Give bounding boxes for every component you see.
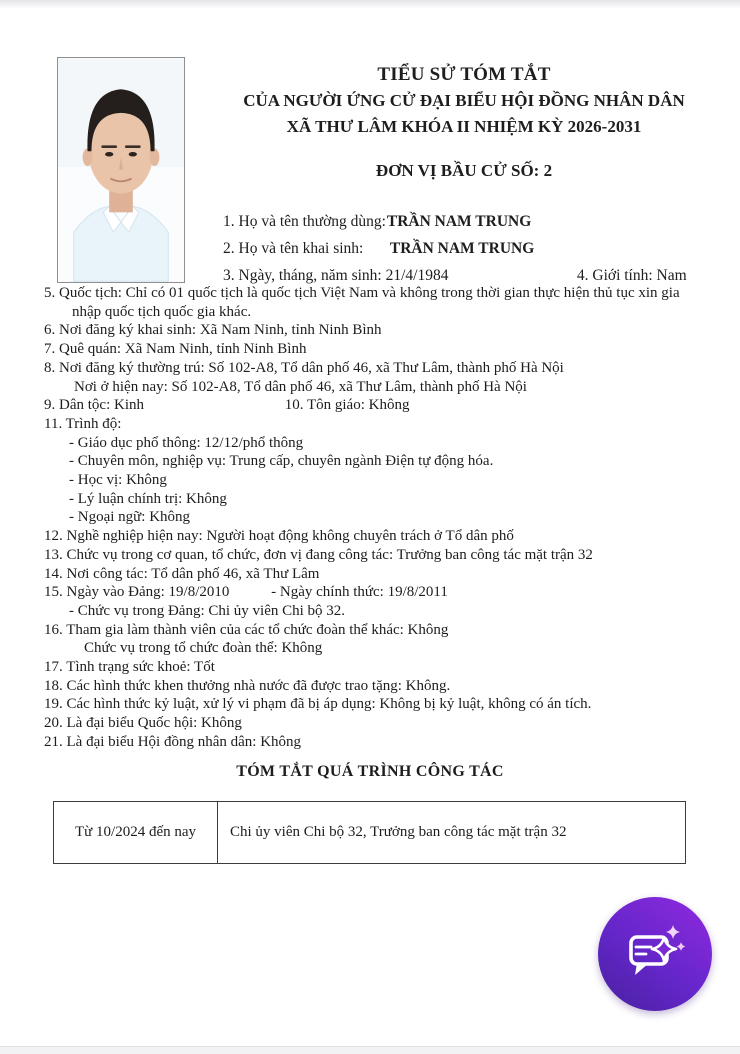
bio-item-21: 21. Là đại biểu Hội đồng nhân dân: Không (44, 733, 302, 750)
work-position-cell: Chi ủy viên Chi bộ 32, Trưởng ban công tác mặt trận 32 (218, 802, 686, 864)
bio-item-14: 14. Nơi công tác: Tổ dân phố 46, xã Thư Lâm (44, 565, 320, 582)
bio-item-5: 5. Quốc tịch: Chỉ có 01 quốc tịch là quốc tịch Việt Nam và không trong thời gian thực hiện thủ tục xin gia nhập quốc tịch quốc gia khác. (44, 285, 680, 320)
bio-item-11-profession: - Chuyên môn, nghiệp vụ: Trung cấp, chuyên ngành Điện tự động hóa. (69, 453, 494, 470)
portrait-illustration (58, 58, 184, 282)
bio-item-8-current: Nơi ở hiện nay: Số 102-A8, Tổ dân phố 46, xã Thư Lâm, thành phố Hà Nội (74, 378, 527, 395)
bio-item-11-language: - Ngoại ngữ: Không (69, 509, 191, 526)
bio-item-18: 18. Các hình thức khen thưởng nhà nước đã được trao tặng: Không. (44, 677, 451, 694)
ai-chat-fab-button[interactable] (598, 897, 712, 1011)
document-subtitle-2: XÃ THƯ LÂM KHÓA II NHIỆM KỲ 2026-2031 (286, 117, 642, 136)
field-dob: 3. Ngày, tháng, năm sinh: 21/4/1984 (223, 267, 449, 284)
bio-item-11-education: - Giáo dục phổ thông: 12/12/phổ thông (69, 434, 304, 451)
field-birth-name-value: TRẦN NAM TRUNG (389, 240, 535, 257)
name-fields (190, 208, 738, 289)
table-row (54, 802, 686, 864)
election-unit: ĐƠN VỊ BẦU CỬ SỐ: 2 (375, 161, 553, 180)
bio-item-10: 10. Tôn giáo: Không (284, 397, 410, 414)
document-title: TIỂU SỬ TÓM TẮT (377, 64, 551, 85)
bio-item-9: 9. Dân tộc: Kinh (44, 397, 144, 414)
bio-item-6: 6. Nơi đăng ký khai sinh: Xã Nam Ninh, tỉnh Ninh Bình (44, 322, 382, 339)
field-gender: 4. Giới tính: Nam (576, 267, 687, 284)
bio-item-16: 16. Tham gia làm thành viên của các tổ chức đoàn thể khác: Không (44, 621, 449, 638)
page-top-edge (0, 0, 740, 9)
bio-details (44, 284, 696, 752)
document-header (190, 55, 738, 289)
field-common-name (223, 208, 738, 235)
bio-item-13: 13. Chức vụ trong cơ quan, tổ chức, đơn vị đang công tác: Trưởng ban công tác mặt trận 32 (44, 546, 593, 563)
bio-item-15-join-date: 15. Ngày vào Đảng: 19/8/2010 (44, 584, 230, 601)
work-history-title: TÓM TẮT QUÁ TRÌNH CÔNG TÁC (236, 763, 504, 780)
bio-item-15-party-role: - Chức vụ trong Đảng: Chi ủy viên Chi bộ 32. (69, 602, 346, 619)
candidate-photo (57, 57, 185, 283)
work-history-table (53, 801, 686, 864)
document-subtitle-1: CỦA NGƯỜI ỨNG CỬ ĐẠI BIỂU HỘI ĐỒNG NHÂN DÂN (243, 91, 685, 110)
field-common-name-value: TRẦN NAM TRUNG (386, 213, 532, 230)
bio-item-17: 17. Tình trạng sức khoẻ: Tốt (44, 659, 215, 676)
bio-item-15 (44, 583, 696, 602)
bio-item-20: 20. Là đại biểu Quốc hội: Không (44, 715, 242, 732)
bio-item-11-degree: - Học vị: Không (69, 472, 167, 489)
bio-item-15-official-date: - Ngày chính thức: 19/8/2011 (271, 584, 448, 601)
bio-item-16-org-role: Chức vụ trong tổ chức đoàn thể: Không (84, 640, 323, 657)
bio-item-7: 7. Quê quán: Xã Nam Ninh, tỉnh Ninh Bình (44, 341, 307, 358)
field-birth-name (223, 235, 738, 262)
bio-item-12: 12. Nghề nghiệp hiện nay: Người hoạt động không chuyên trách ở Tổ dân phố (44, 528, 514, 545)
bio-item-11-politics: - Lý luận chính trị: Không (69, 490, 227, 507)
field-birth-name-label: 2. Họ và tên khai sinh: (223, 240, 364, 257)
bio-item-8: 8. Nơi đăng ký thường trú: Số 102-A8, Tổ dân phố 46, xã Thư Lâm, thành phố Hà Nội (44, 359, 564, 376)
bio-item-9-10 (44, 396, 696, 415)
bio-item-11: 11. Trình độ: (44, 415, 122, 432)
chat-sparkle-icon (622, 921, 688, 987)
bio-item-19: 19. Các hình thức kỷ luật, xử lý vi phạm đã bị áp dụng: Không bị kỷ luật, không có án tích. (44, 696, 592, 713)
work-period-cell: Từ 10/2024 đến nay (54, 802, 218, 864)
field-common-name-label: 1. Họ và tên thường dùng: (223, 213, 386, 230)
page-bottom-edge (0, 1046, 740, 1054)
